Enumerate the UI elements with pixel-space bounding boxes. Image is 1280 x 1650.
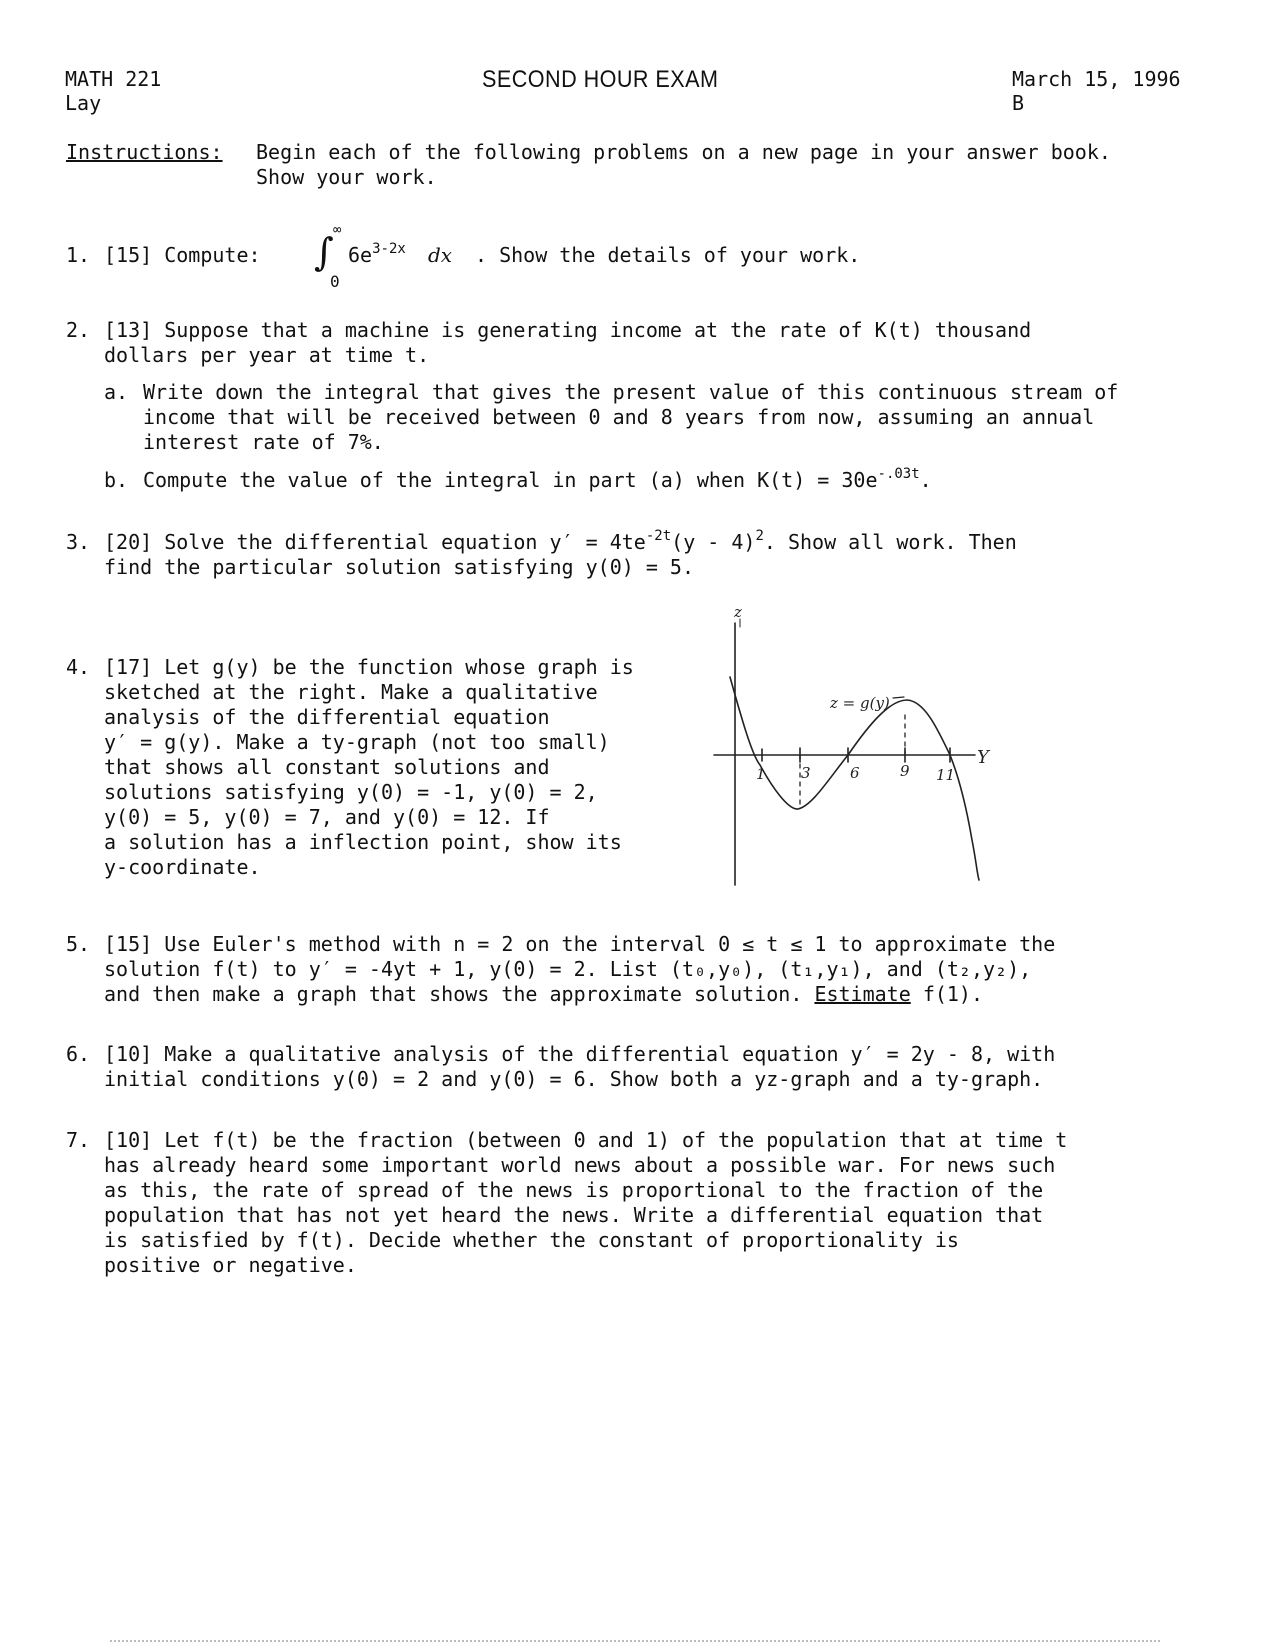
integral-sign: ∫	[314, 230, 334, 274]
tick-label-11: 11	[936, 766, 956, 784]
problem-4-line: y(0) = 5, y(0) = 7, and y(0) = 12. If	[104, 805, 550, 829]
problem-4-line: that shows all constant solutions and	[104, 755, 550, 779]
problem-6-line-2: initial conditions y(0) = 2 and y(0) = 6. Show both a yz-graph and a ty-graph.	[104, 1067, 1044, 1091]
problem-7-line: population that has not yet heard the news. Write a differential equation that	[104, 1203, 1044, 1227]
problem-2a-line-2: income that will be received between 0 and 8 years from now, assuming an annual	[143, 405, 1095, 429]
problem-7-line: has already heard some important world news about a possible war. For news such	[104, 1153, 1056, 1177]
problem-4-line: a solution has a inflection point, show its	[104, 830, 622, 854]
problem-7-number: 7.	[66, 1128, 91, 1152]
tick-label-1: 1	[756, 765, 766, 783]
tick-label-9: 9	[900, 762, 910, 780]
problem-2-line-2: dollars per year at time t.	[104, 343, 430, 367]
y-axis-label: Y	[977, 747, 989, 768]
problem-2-number: 2.	[66, 318, 91, 342]
integrand: $6e^{3-2x}$	[348, 241, 406, 267]
instructions-line-1: Begin each of the following problems on a new page in your answer book.	[256, 140, 1111, 164]
problem-2a-line-3: interest rate of 7%.	[143, 430, 384, 454]
problem-4-line: y-coordinate.	[104, 855, 261, 879]
integral-upper-limit: ∞	[333, 222, 342, 238]
problem-1-tail: . Show the details of your work.	[475, 243, 861, 267]
g-of-y-sketch	[700, 605, 1000, 890]
integral-dx: dx	[428, 243, 453, 267]
problem-4-line: sketched at the right. Make a qualitative	[104, 680, 598, 704]
problem-2a-label: a.	[104, 380, 129, 404]
problem-7-line: [10] Let f(t) be the fraction (between 0 and 1) of the population that at time t	[104, 1128, 1068, 1152]
curve-label: z = g(y)	[830, 694, 890, 712]
problem-3-line-2: find the particular solution satisfying y(0) = 5.	[104, 555, 695, 579]
exam-version: B	[1012, 91, 1025, 115]
exam-date: March 15, 1996	[1012, 67, 1181, 91]
problem-4-line: solutions satisfying y(0) = -1, y(0) = 2,	[104, 780, 598, 804]
problem-2b-text: Compute the value of the integral in part (a) when $K(t) = 30e^{-.03t}$.	[143, 466, 932, 492]
problem-5-number: 5.	[66, 932, 91, 956]
problem-3-number: 3.	[66, 530, 91, 554]
problem-3-line-1: [20] Solve the differential equation $y' = 4te^{-2t}(y - 4)^2$. Show all work. Then	[104, 528, 1017, 554]
scan-artifact-dots	[110, 1640, 1160, 1642]
problem-4-text	[104, 655, 634, 880]
problem-1-lead: [15] Compute:	[104, 243, 261, 267]
problem-1-number: 1.	[66, 243, 91, 267]
problem-2a-line-1: Write down the integral that gives the present value of this continuous stream of	[143, 380, 1119, 404]
instructions-line-2: Show your work.	[256, 165, 437, 189]
problem-7-text	[104, 1128, 1067, 1278]
exam-title: SECOND HOUR EXAM	[482, 66, 719, 93]
tick-label-3: 3	[801, 764, 811, 782]
integral-lower-limit: 0	[330, 272, 340, 291]
tick-label-6: 6	[850, 764, 860, 782]
problem-4-line: y′ = g(y). Make a ty-graph (not too small)	[104, 730, 610, 754]
problem-7-line: as this, the rate of spread of the news is proportional to the fraction of the	[104, 1178, 1044, 1202]
z-axis-label: z	[734, 605, 742, 621]
problem-4-number: 4.	[66, 655, 91, 679]
problem-5-line-3: and then make a graph that shows the approximate solution. Estimate f(1).	[104, 982, 984, 1006]
problem-6-line-1: [10] Make a qualitative analysis of the differential equation y′ = 2y - 8, with	[104, 1042, 1056, 1066]
problem-2-line-1: [13] Suppose that a machine is generating income at the rate of K(t) thousand	[104, 318, 1032, 342]
course-label: MATH 221	[65, 67, 162, 91]
problem-2b-label: b.	[104, 468, 129, 492]
problem-5-line-2: solution f(t) to y′ = -4yt + 1, y(0) = 2. List (t₀,y₀), (t₁,y₁), and (t₂,y₂),	[104, 957, 1032, 981]
problem-6-number: 6.	[66, 1042, 91, 1066]
problem-4-line: analysis of the differential equation	[104, 705, 550, 729]
problem-7-line: is satisfied by f(t). Decide whether the constant of proportionality is	[104, 1228, 959, 1252]
problem-7-line: positive or negative.	[104, 1253, 357, 1277]
problem-4-line: [17] Let g(y) be the function whose graph is	[104, 655, 634, 679]
instructions-label: Instructions:	[66, 140, 223, 164]
instructor-name: Lay	[65, 91, 102, 115]
problem-5-line-1: [15] Use Euler's method with n = 2 on the interval 0 ≤ t ≤ 1 to approximate the	[104, 932, 1056, 956]
